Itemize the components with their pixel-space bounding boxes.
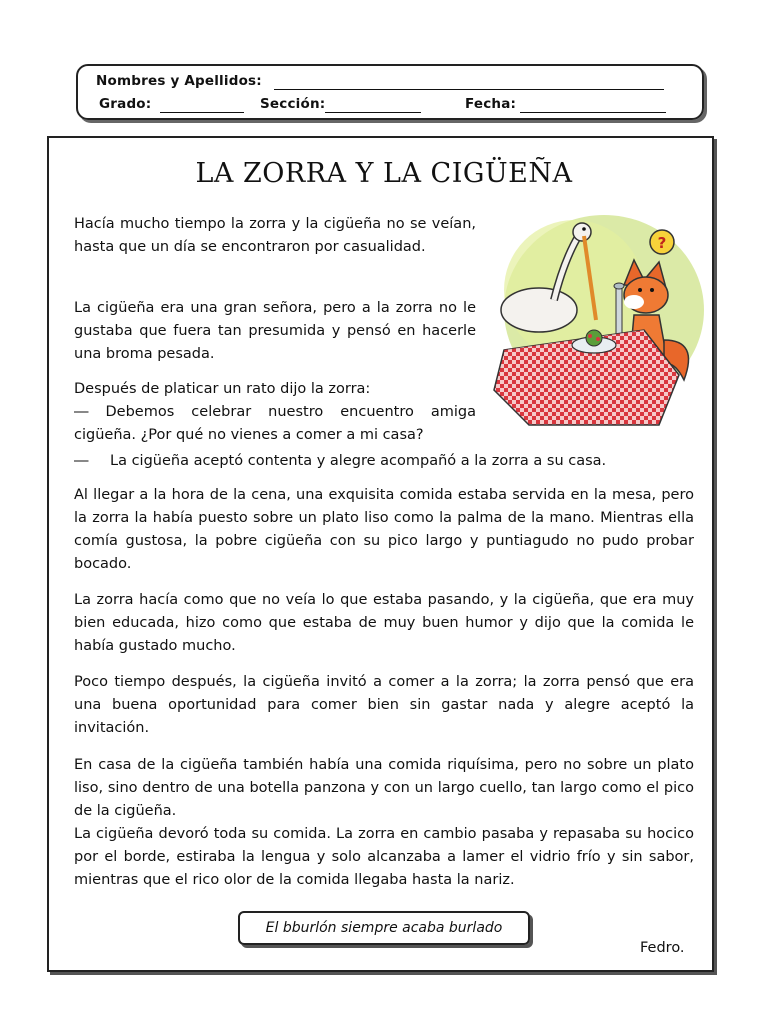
grade-field-line[interactable] [160,112,244,113]
dialog-dash-2: ― [74,453,89,469]
dialog-line-1: ― Debemos celebrar nuestro encuentro amiga cigüeña. ¿Por qué no vienes a comer a mi casa? [74,404,476,443]
paragraph-6: Poco tiempo después, la cigüeña invitó a comer a la zorra; la zorra pensó que era una buena oportunidad para comer bien sin gastar nada y alegre aceptó la invitación. [74,674,694,736]
moral-box: El bburlón siempre acaba burlado [238,911,530,945]
paragraph-5: La zorra hacía como que no veía lo que estaba pasando, y la cigüeña, que era muy bien educada, hizo como que estaba de muy buen humor y dijo que la comida le había gustado mucho. [74,592,694,654]
section-field-line[interactable] [325,112,421,113]
author-name: Fedro. [640,940,685,956]
question-mark: ? [657,234,667,252]
section-label: Sección: [260,96,326,112]
page-title: LA ZORRA Y LA CIGÜEÑA [195,158,573,189]
paragraph-4: Al llegar a la hora de la cena, una exquisita comida estaba servida en la mesa, pero la zorra la había puesto sobre un plato liso como la palma de la mano. Mientras ella comía gustosa, la pobre cigüeña con su pico largo y puntiagudo no pudo probar bocado. [74,487,694,572]
paragraph-1: Hacía mucho tiempo la zorra y la cigüeña no se veían, hasta que un día se encontraron por casualidad. [74,216,476,255]
fox-stork-illustration [484,200,706,430]
paragraph-2: La cigüeña era una gran señora, pero a la zorra no le gustaba que fuera tan presumida y pensó en hacerle una broma pesada. [74,300,476,362]
names-field-line[interactable] [274,89,664,90]
date-field-line[interactable] [520,112,666,113]
paragraph-8: La cigüeña devoró toda su comida. La zorra en cambio pasaba y repasaba su hocico por el borde, estiraba la lengua y solo alcanzaba a lamer el vidrio frío y sin sabor, mientras que el rico olor de la comida llegaba hasta la nariz. [74,826,694,888]
grade-label: Grado: [99,96,152,112]
dialog-line-2: La cigüeña aceptó contenta y alegre acompañó a la zorra a su casa. [110,453,607,469]
date-label: Fecha: [465,96,517,112]
paragraph-3-intro: Después de platicar un rato dijo la zorra: [74,381,371,397]
paragraph-7: En casa de la cigüeña también había una comida riquísima, pero no sobre un plato liso, sino dentro de una botella panzona y con un largo cuello, tan largo como el pico de la cigüeña. [74,757,694,819]
names-label: Nombres y Apellidos: [96,73,262,89]
